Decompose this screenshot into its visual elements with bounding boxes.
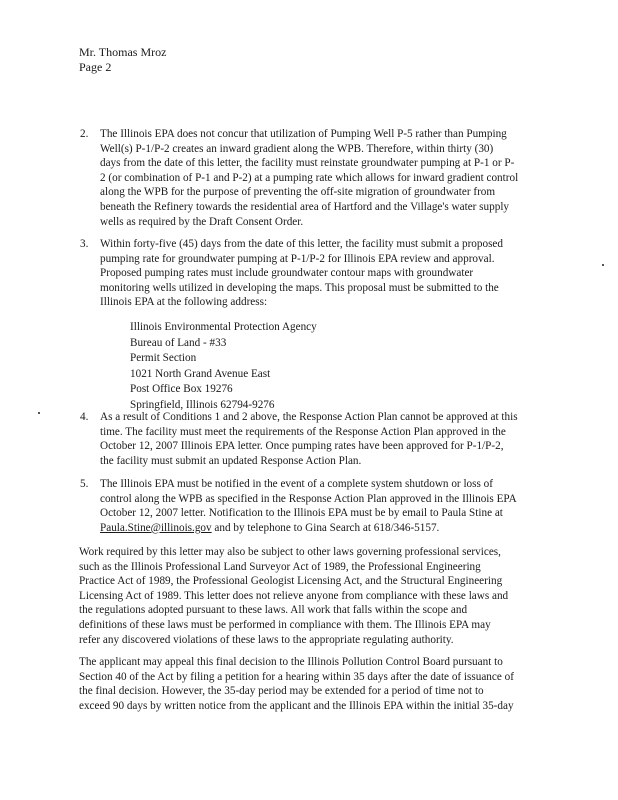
text-line: The Illinois EPA does not concur that utilization of Pumping Well P-5 rather than Pumping	[100, 128, 507, 140]
text-line: October 12, 2007 Illinois EPA letter. Once pumping rates have been approved for P-1/P-2,	[100, 440, 504, 453]
email-link[interactable]: Paula.Stine@illinois.gov	[100, 521, 212, 534]
scan-speck	[38, 412, 40, 414]
text-line: Well(s) P-1/P-2 creates an inward gradient along the WPB. Therefore, within thirty (30)	[100, 142, 494, 155]
professional-services-paragraph	[79, 545, 554, 647]
text-line: The applicant may appeal this final decision to the Illinois Pollution Control Board pursuant to	[79, 656, 503, 668]
page-number: Page 2	[79, 60, 112, 74]
numbered-item-2	[80, 127, 550, 229]
text-line: beneath the Refinery towards the residential area of Hartford and the Village's water supply	[100, 200, 510, 213]
text-line: days from the date of this letter, the facility must reinstate groundwater pumping at P-1 or P-	[100, 157, 515, 170]
address-line: Permit Section	[130, 352, 197, 364]
text-line: 2 (or combination of P-1 and P-2) at a pumping rate which allows for inward gradient control	[100, 171, 519, 184]
item-number: 2.	[80, 128, 89, 140]
text-line: Illinois EPA at the following address:	[100, 296, 268, 309]
text-line: wells as required by the Draft Consent Order.	[100, 215, 304, 228]
text-line	[100, 521, 550, 536]
text-line: the final decision. However, the 35-day period may be extended for a period of time not to	[79, 685, 484, 698]
item-number: 3.	[80, 238, 89, 250]
text-line: time. The facility must meet the requirements of the Response Action Plan approved in the	[100, 425, 506, 438]
item-number: 4.	[80, 411, 89, 423]
address-line: Bureau of Land - #33	[130, 336, 227, 349]
text-line: such as the Illinois Professional Land Surveyor Act of 1989, the Professional Engineering	[79, 560, 481, 573]
text-line: along the WPB for the purpose of preventing the off-site migration of groundwater from	[100, 186, 496, 199]
text-line: monitoring wells utilized in developing the maps. This proposal must be submitted to the	[100, 281, 499, 294]
text-line: pumping rate for groundwater pumping at P-1/P-2 for Illinois EPA review and approval.	[100, 252, 495, 265]
text-line: October 12, 2007 letter. Notification to the Illinois EPA must be by email to Paula Stine at	[100, 507, 503, 520]
text-line: Proposed pumping rates must include groundwater contour maps with groundwater	[100, 267, 474, 280]
text-line: the regulations adopted pursuant to these laws. All work that falls within the scope and	[79, 604, 468, 617]
mailing-address	[130, 320, 317, 413]
text-line: The Illinois EPA must be notified in the event of a complete system shutdown or loss of	[100, 478, 493, 490]
text-line: Practice Act of 1989, the Professional Geologist Licensing Act, and the Structural Engineering	[79, 575, 503, 588]
address-line: Springfield, Illinois 62794-9276	[130, 398, 275, 411]
letter-header	[79, 45, 166, 75]
address-line: 1021 North Grand Avenue East	[130, 367, 271, 380]
text-line: refer any discovered violations of these laws to the appropriate regulating authority.	[79, 633, 454, 646]
item-number: 5.	[80, 478, 89, 490]
text-line: Work required by this letter may also be subject to other laws governing professional services,	[79, 546, 501, 558]
numbered-item-4	[80, 410, 550, 468]
text-line: As a result of Conditions 1 and 2 above, the Response Action Plan cannot be approved at this	[100, 411, 518, 423]
text-line: control along the WPB as specified in the Response Action Plan approved in the Illinois EPA	[100, 492, 517, 505]
text-line: exceed 90 days by written notice from the applicant and the Illinois EPA within the initial 35-day	[79, 699, 514, 712]
text-line: Within forty-five (45) days from the date of this letter, the facility must submit a proposed	[100, 238, 503, 250]
text-line: definitions of these laws must be performed in compliance with them. The Illinois EPA may	[79, 618, 491, 631]
text-line: Licensing Act of 1989. This letter does not relieve anyone from compliance with these laws and	[79, 589, 509, 602]
address-line: Illinois Environmental Protection Agency	[130, 321, 317, 333]
numbered-item-3	[80, 237, 550, 310]
text-line: Section 40 of the Act by filing a petition for a hearing within 35 days after the date of issuance of	[79, 670, 514, 683]
address-line: Post Office Box 19276	[130, 383, 233, 395]
appeal-paragraph	[79, 655, 554, 713]
text-line-tail: and by telephone to Gina Search at 618/346-5157.	[211, 521, 440, 534]
numbered-item-5	[80, 477, 550, 535]
recipient-name: Mr. Thomas Mroz	[79, 45, 167, 59]
text-line: the facility must submit an updated Response Action Plan.	[100, 454, 362, 467]
scan-speck	[602, 264, 604, 266]
